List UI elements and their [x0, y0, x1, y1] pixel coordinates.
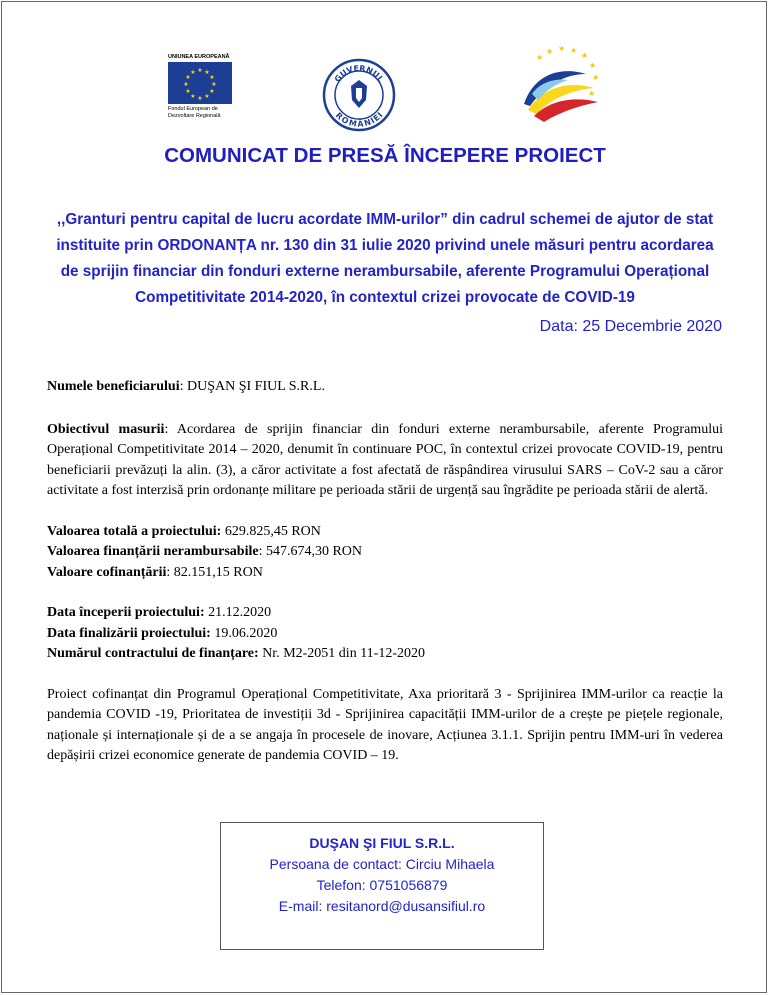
end-date-value: 19.06.2020	[210, 625, 278, 641]
cofinancing-line	[47, 563, 723, 584]
svg-text:★: ★	[546, 47, 554, 56]
svg-text:★: ★	[570, 46, 578, 55]
total-value-label: Valoarea totală a proiectului:	[47, 523, 222, 539]
objective-value: : Acordarea de sprijin financiar din fonduri externe nerambursabile, aferente Programului Operațional Competitivitate 2014 – 2020, denumit în continuare POC, în contextul crizei provocate COVID-19, pentru beneficiarii prevăzuți la alin. (3), a căror activitate a fost afectată de răspândirea virusului SARS – CoV-2 sau a căror activitate a fost interzisă prin ordonanțe militare pe perioada stării de urgență sau îngrădite pe perioada stării de alertă.	[47, 421, 723, 498]
objective-label: Obiectivul masurii	[47, 421, 165, 437]
objective-paragraph	[47, 420, 723, 502]
svg-text:★: ★	[190, 93, 196, 100]
eu-logo	[168, 54, 234, 128]
press-release-page	[1, 1, 767, 993]
svg-text:★: ★	[204, 69, 210, 76]
competitiveness-program-logo-icon	[516, 44, 602, 130]
project-title-line: Competitivitate 2014-2020, în contextul crizei provocate de COVID-19	[135, 289, 635, 306]
svg-text:★: ★	[558, 44, 566, 53]
eu-logo-caption-line-1: Fondul European de	[168, 106, 218, 112]
contract-number-label: Numărul contractului de finanțare:	[47, 646, 259, 661]
svg-text:★: ★	[536, 53, 544, 62]
svg-text:★: ★	[190, 69, 196, 76]
grant-value-label: Valoarea finanțării nerambursabile	[47, 544, 259, 559]
svg-text:★: ★	[588, 89, 596, 98]
svg-text:★: ★	[197, 67, 203, 74]
total-value-line	[47, 522, 723, 543]
eu-flag-icon	[168, 62, 232, 104]
start-date-line	[47, 603, 723, 624]
svg-text:★: ★	[209, 74, 215, 81]
total-value-amount: 629.825,45 RON	[221, 523, 321, 539]
project-title-line: de sprijin financiar din fonduri externe nerambursabile, aferente Programului Operațional	[60, 263, 710, 280]
svg-text:★: ★	[204, 93, 210, 100]
cofinancing-amount: : 82.151,15 RON	[166, 564, 263, 580]
release-date: Data: 25 Decembrie 2020	[539, 318, 722, 335]
end-date-line	[47, 624, 723, 645]
svg-text:★: ★	[211, 81, 217, 88]
svg-text:★: ★	[197, 95, 203, 102]
svg-text:★: ★	[185, 88, 191, 95]
contact-email: E-mail: resitanord@dusansifiul.ro	[278, 898, 486, 914]
project-title	[50, 207, 720, 311]
eu-logo-caption-bottom	[168, 106, 234, 119]
svg-text:★: ★	[209, 88, 215, 95]
svg-text:★: ★	[581, 51, 589, 60]
cofinancing-label: Valoare cofinanțării	[47, 564, 167, 580]
seal-text-bottom: ROMÂNIEI	[333, 110, 385, 129]
press-release-body	[47, 377, 723, 767]
page-title: COMUNICAT DE PRESĂ ÎNCEPERE PROIECT	[164, 144, 606, 167]
seal-text-top: GUVERNUL	[332, 63, 386, 84]
contact-person: Persoana de contact: Circiu Mihaela	[269, 856, 495, 872]
description-paragraph: Proiect cofinanțat din Programul Operațional Competitivitate, Axa prioritară 3 - Sprijinirea IMM-urilor ca reacție la pandemia COVID -19, Prioritatea de investiții 3d - Sprijinirea capacității IMM-urilor de a crește pe piețele regionale, naționale și internaționale și de a se angaja în procesele de inovare, Acțiunea 3.1.1. Sprijin pentru IMM-uri în vederea depășirii crizei economice generate de pandemia COVID – 19.	[47, 686, 723, 763]
beneficiary-value: : DUŞAN ŞI FIUL S.R.L.	[179, 379, 325, 394]
contact-company: DUŞAN ŞI FIUL S.R.L.	[309, 835, 455, 851]
romanian-government-seal-icon	[322, 58, 396, 132]
eu-logo-caption-line-2: Dezvoltare Regională	[168, 112, 221, 119]
grant-value-amount: : 547.674,30 RON	[258, 544, 363, 559]
start-date-value: 21.12.2020	[204, 605, 272, 620]
grant-value-line	[47, 542, 723, 563]
eu-logo-caption-top: UNIUNEA EUROPEANĂ	[168, 54, 230, 60]
svg-text:★: ★	[183, 81, 189, 88]
svg-text:★: ★	[589, 61, 597, 70]
svg-text:★: ★	[592, 73, 600, 82]
contract-number-line	[47, 644, 723, 665]
contact-phone: Telefon: 0751056879	[316, 877, 448, 893]
contact-box	[220, 822, 544, 950]
contract-number-value: Nr. M2-2051 din 11-12-2020	[258, 646, 425, 661]
beneficiary-label: Numele beneficiarului	[47, 379, 180, 394]
beneficiary-line	[47, 377, 723, 398]
svg-text:★: ★	[185, 74, 191, 81]
start-date-label: Data începerii proiectului:	[47, 605, 205, 620]
project-title-line: ,,Granturi pentru capital de lucru acordate IMM-urilor” din cadrul schemei de ajutor de stat	[56, 211, 714, 228]
project-title-line: instituite prin ORDONANȚA nr. 130 din 31 iulie 2020 privind unele măsuri pentru acordarea	[56, 237, 714, 254]
end-date-label: Data finalizării proiectului:	[47, 625, 211, 641]
